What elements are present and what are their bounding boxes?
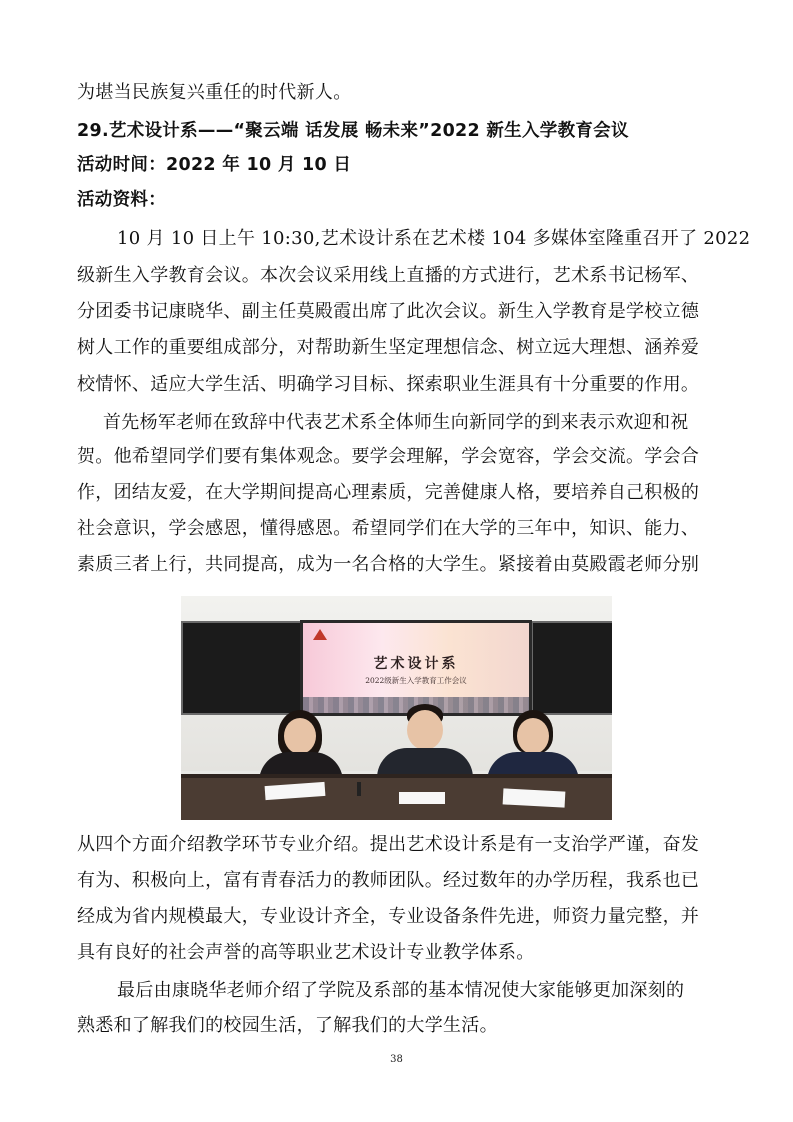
paragraph-line: 具有良好的社会声誉的高等职业艺术设计专业教学体系。 — [77, 942, 535, 963]
paragraph-line: 经成为省内规模最大，专业设计齐全，专业设备条件先进，师资力量完整，并 — [77, 906, 700, 927]
paragraph-line: 从四个方面介绍教学环节专业介绍。提出艺术设计系是有一支治学严谨，奋发 — [77, 834, 700, 855]
paragraph-line: 有为、积极向上，富有青春活力的教师团队。经过数年的办学历程，我系也已 — [77, 870, 700, 891]
paragraph-line: 首先杨军老师在致辞中代表艺术系全体师生向新同学的到来表示欢迎和祝 — [103, 412, 689, 433]
paragraph-line: 作，团结友爱，在大学期间提高心理素质，完善健康人格，要培养自己积极的 — [77, 482, 700, 503]
paragraph-line: 素质三者上行，共同提高，成为一名合格的大学生。紧接着由莫殿霞老师分别 — [77, 554, 700, 575]
paragraph-line: 社会意识，学会感恩，懂得感恩。希望同学们在大学的三年中，知识、能力、 — [77, 518, 700, 539]
screen-subtitle: 2022级新生入学教育工作会议 — [365, 676, 467, 685]
paper-sheet — [399, 792, 445, 804]
paragraph-line: 级新生入学教育会议。本次会议采用线上直播的方式进行，艺术系书记杨军、 — [77, 265, 700, 286]
paragraph-line: 校情怀、适应大学生活、明确学习目标、探索职业生涯具有十分重要的作用。 — [77, 374, 700, 395]
paragraph-line: 贺。他希望同学们要有集体观念。要学会理解，学会宽容，学会交流。学会合 — [77, 446, 700, 467]
blackboard-right — [531, 621, 612, 715]
paragraph-line: 10 月 10 日上午 10:30,艺术设计系在艺术楼 104 多媒体室隆重召开了 2022 — [117, 228, 751, 249]
paragraph-line: 熟悉和了解我们的校园生活，了解我们的大学生活。 — [77, 1015, 498, 1036]
blackboard-left — [181, 621, 305, 715]
section-heading: 29.艺术设计系——“聚云端 话发展 畅未来”2022 新生入学教育会议 — [77, 121, 629, 141]
projection-screen — [300, 620, 532, 716]
page-number: 38 — [390, 1054, 403, 1065]
activity-materials-label: 活动资料： — [77, 190, 166, 210]
paper-sheet — [503, 788, 566, 807]
screen-title: 艺术设计系 — [373, 656, 459, 672]
meeting-photo — [181, 596, 612, 820]
paragraph-line: 树人工作的重要组成部分，对帮助新生坚定理想信念、树立远大理想、涵养爱 — [77, 337, 700, 358]
paragraph-line: 分团委书记康晓华、副主任莫殿霞出席了此次会议。新生入学教育是学校立德 — [77, 301, 700, 322]
microphone-icon — [357, 782, 361, 796]
school-logo-icon — [313, 629, 327, 640]
text-line: 为堪当民族复兴重任的时代新人。 — [77, 82, 352, 103]
activity-time: 活动时间：2022 年 10 月 10 日 — [77, 155, 352, 175]
paragraph-line: 最后由康晓华老师介绍了学院及系部的基本情况使大家能够更加深刻的 — [117, 980, 685, 1001]
